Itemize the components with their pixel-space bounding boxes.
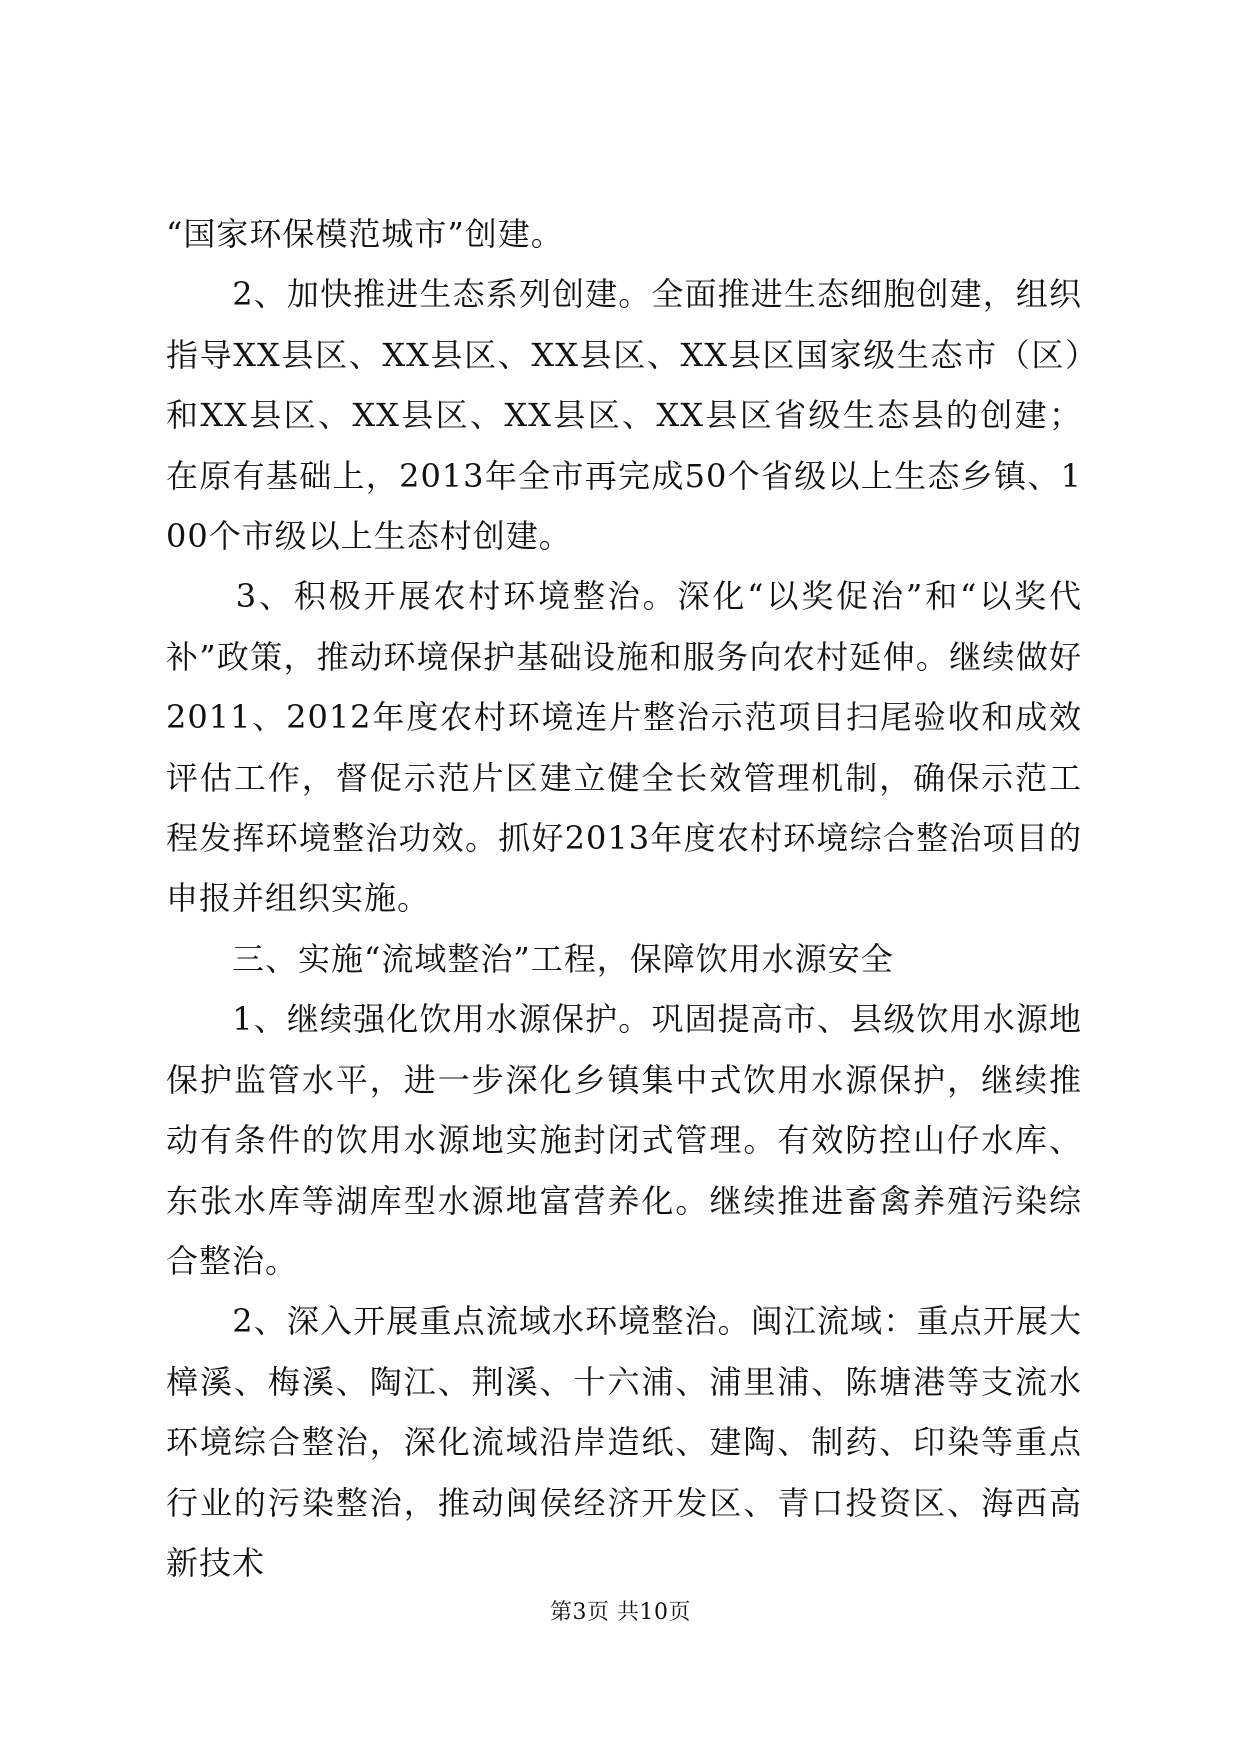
paragraph-drinking-water: 1、继续强化饮用水源保护。巩固提高市、县级饮用水源地保护监管水平，进一步深化乡镇集中式饮用水源保护，继续推动有条件的饮用水源地实施封闭式管理。有效防控山仔水库、东张水库等湖库型水源地富营养化。继续推进畜禽养殖污染综合整治。: [166, 1000, 1082, 1280]
paragraph-key-watershed: 2、深入开展重点流域水环境整治。闽江流域：重点开展大樟溪、梅溪、陶江、荆溪、十六浦、浦里浦、陈塘港等支流水环境综合整治，深化流域沿岸造纸、建陶、制药、印染等重点行业的污染整治，推动闽侯经济开发区、青口投资区、海西高新技术: [166, 1302, 1082, 1582]
paragraph-continuation: “国家环保模范城市”创建。: [166, 215, 564, 253]
paragraph-rural-environment: 3、积极开展农村环境整治。深化“以奖促治”和“以奖代补”政策，推动环境保护基础设施和服务向农村延伸。继续做好2011、2012年度农村环境连片整治示范项目扫尾验收和成效评估工作，督促示范片区建立健全长效管理机制，确保示范工程发挥环境整治功效。抓好2013年度农村环境综合整治项目的申报并组织实施。: [166, 577, 1082, 918]
page-number-footer: 第3页 共10页: [550, 1600, 691, 1625]
paragraph-eco-series: 2、加快推进生态系列创建。全面推进生态细胞创建，组织指导XX县区、XX县区、XX县区、XX县区国家级生态市（区）和XX县区、XX县区、XX县区、XX县区省级生态县的创建；在原有基础上，2013年全市再完成50个省级以上生态乡镇、100个市级以上生态村创建。: [166, 275, 1082, 556]
section-heading-watershed: 三、实施“流域整治”工程，保障饮用水源安全: [166, 939, 894, 978]
document-body: [166, 204, 1082, 1593]
